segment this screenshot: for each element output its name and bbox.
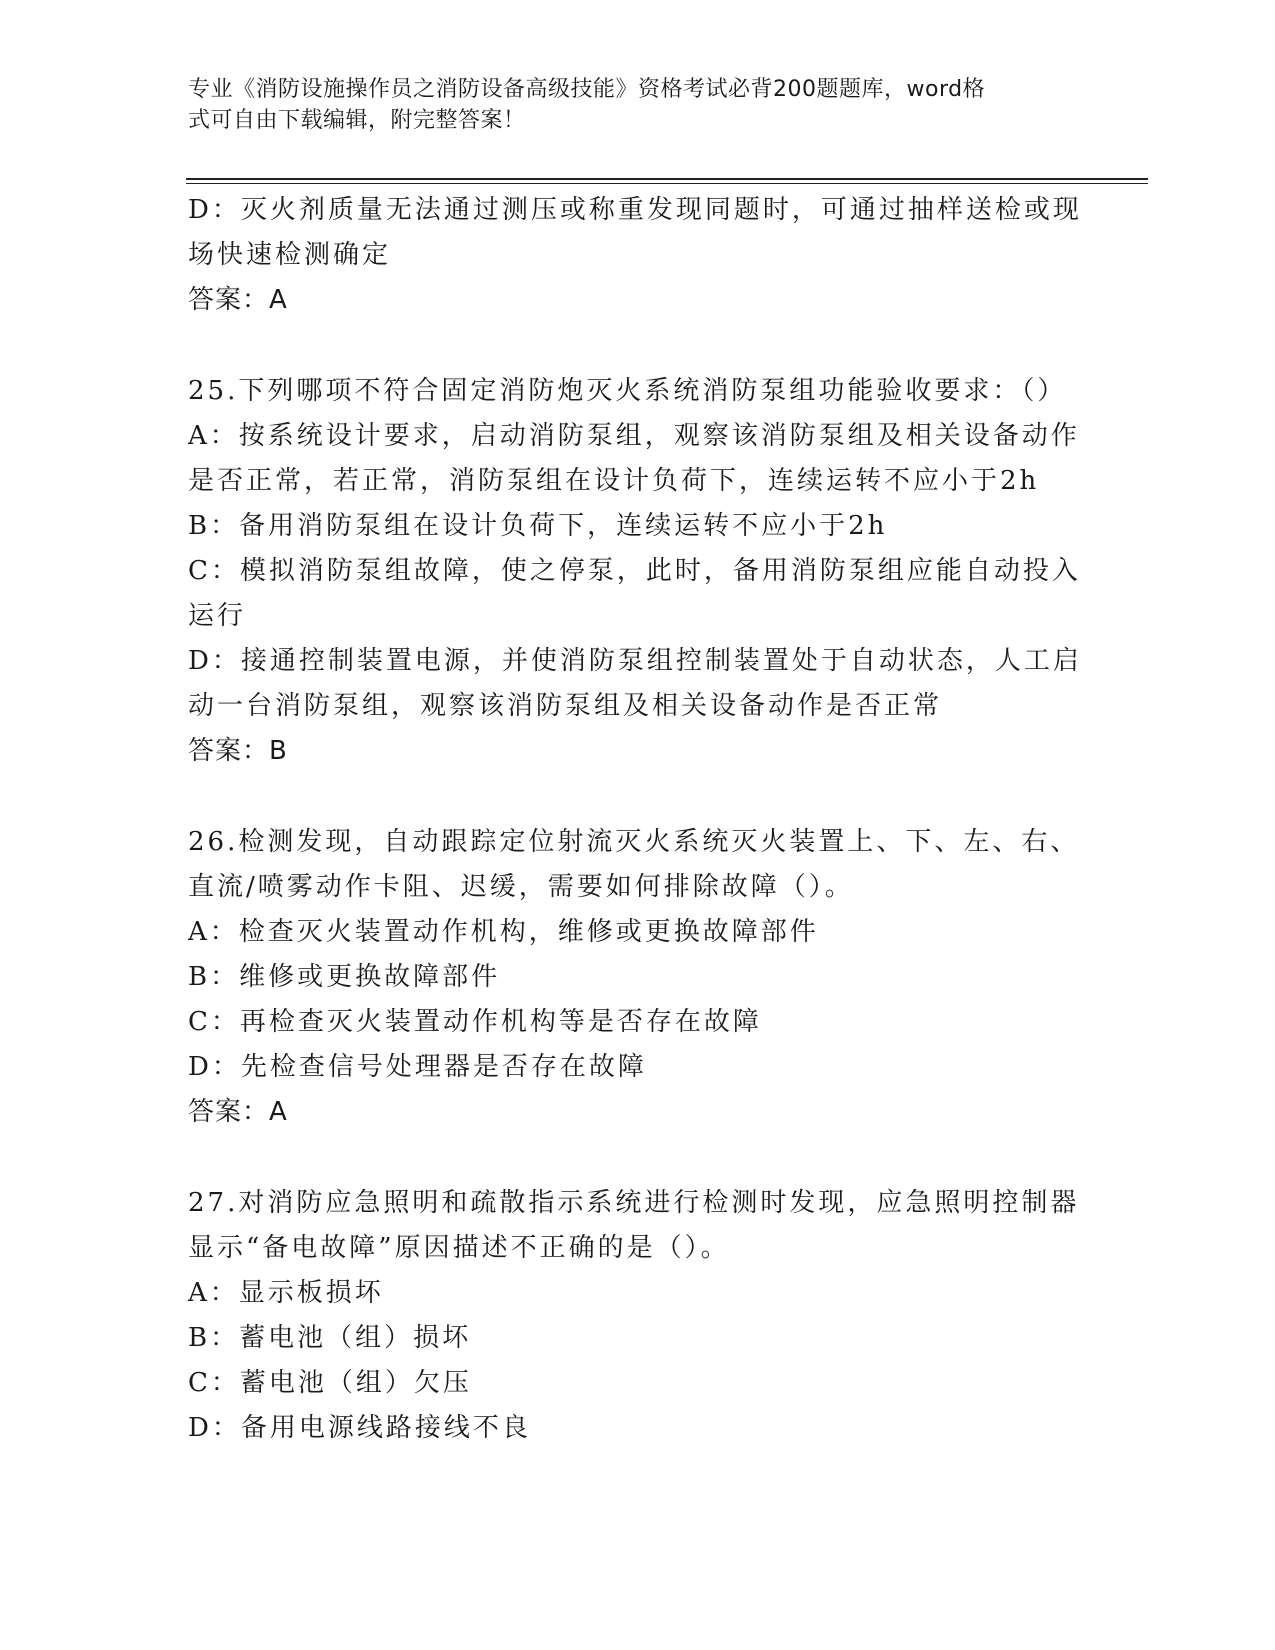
question-27 <box>188 1181 1088 1451</box>
option-a-line-2: 是否正常，若正常，消防泵组在设计负荷下，连续运转不应小于2h <box>188 466 1040 496</box>
header-line-2: 式可自由下载编辑，附完整答案！ <box>188 108 526 133</box>
option-c-line-2: 运行 <box>188 601 247 631</box>
question-stem-line-1: 26.检测发现，自动跟踪定位射流灭火系统灭火装置上、下、左、右、 <box>188 827 1080 857</box>
header-divider-thin <box>186 183 1148 184</box>
question-stem-line-2: 显示“备电故障”原因描述不正确的是（）。 <box>188 1233 730 1263</box>
option-a: A：检查灭火装置动作机构，维修或更换故障部件 <box>188 917 819 947</box>
option-b: B：蓄电池（组）损坏 <box>188 1323 472 1353</box>
question-stem-line-1: 27.对消防应急照明和疏散指示系统进行检测时发现，应急照明控制器 <box>188 1188 1080 1218</box>
question-26 <box>188 820 1088 1135</box>
option-c-line-1: C：模拟消防泵组故障，使之停泵，此时，备用消防泵组应能自动投入 <box>188 556 1081 586</box>
option-d-line-1: D：接通控制装置电源，并使消防泵组控制装置处于自动状态，人工启 <box>188 646 1082 676</box>
question-stem-line-2: 直流/喷雾动作卡阻、迟缓，需要如何排除故障（）。 <box>188 872 854 902</box>
option-a: A：显示板损坏 <box>188 1278 384 1308</box>
document-header <box>188 74 1068 136</box>
document-body <box>188 188 1088 1451</box>
option-d-line-1: D：灭火剂质量无法通过测压或称重发现同题时，可通过抽样送检或现 <box>188 195 1082 225</box>
header-divider-thick <box>186 178 1148 180</box>
question-25 <box>188 369 1088 774</box>
option-a-line-1: A：按系统设计要求，启动消防泵组，观察该消防泵组及相关设备动作 <box>188 421 1080 451</box>
option-c: C：蓄电池（组）欠压 <box>188 1368 472 1398</box>
option-c: C：再检查灭火装置动作机构等是否存在故障 <box>188 1007 762 1037</box>
option-d-line-2: 动一台消防泵组，观察该消防泵组及相关设备动作是否正常 <box>188 691 943 721</box>
question-stem: 25.下列哪项不符合固定消防炮灭火系统消防泵组功能验收要求：（） <box>188 376 1067 406</box>
answer: 答案：A <box>188 1097 288 1127</box>
option-d: D：先检查信号处理器是否存在故障 <box>188 1052 647 1082</box>
previous-question-tail <box>188 188 1088 323</box>
option-d: D：备用电源线路接线不良 <box>188 1413 531 1443</box>
header-line-1: 专业《消防设施操作员之消防设备高级技能》资格考试必背200题题库，word格 <box>188 77 986 102</box>
option-d-line-2: 场快速检测确定 <box>188 240 392 270</box>
option-b: B：备用消防泵组在设计负荷下，连续运转不应小于2h <box>188 511 888 541</box>
answer: 答案：B <box>188 736 288 766</box>
option-b: B：维修或更换故障部件 <box>188 962 501 992</box>
answer: 答案：A <box>188 285 288 315</box>
